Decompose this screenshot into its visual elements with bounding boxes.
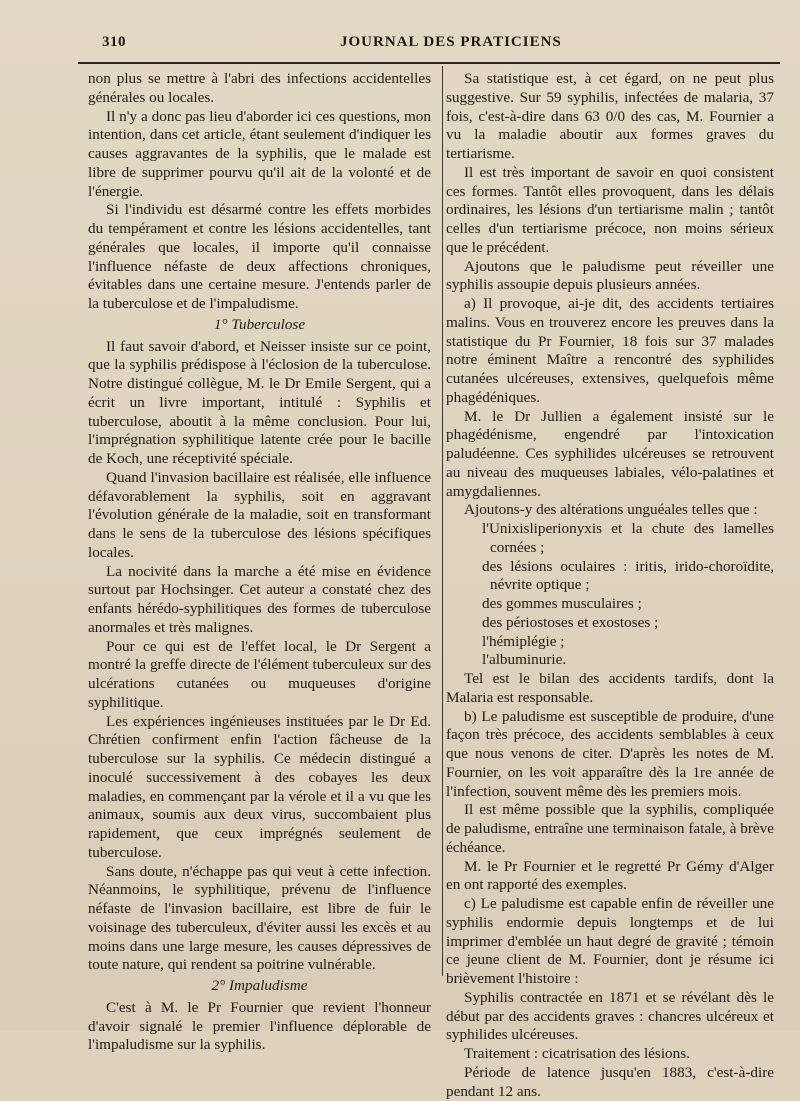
paragraph: Il est très important de savoir en quoi consistent ces formes. Tantôt elles provoquent, dans les délais ordinaires, les lésions d'un tertiarisme malin ; tantôt celles d'un tertiarisme précoce, non moins sérieux que le précédent. — [446, 163, 774, 256]
paragraph: Ajoutons-y des altérations unguéales telles que : — [464, 501, 758, 519]
column-divider — [442, 66, 443, 976]
paragraph: Il est même possible que la syphilis, compliquée de paludisme, entraîne une terminaison fatale, à brève échéance. — [446, 801, 774, 856]
paragraph: Pour ce qui est de l'effet local, le Dr Sergent a montré la greffe directe de l'élément tuberculeux sur des ulcérations cutanées ou muqueuses d'origine syphilitique. — [88, 637, 431, 711]
header-rule — [78, 62, 780, 64]
page-number: 310 — [102, 34, 126, 50]
paragraph: Sans doute, n'échappe pas qui veut à cette infection. Néanmoins, le syphilitique, prévenu de l'influence néfaste de l'invasion bacillaire, est libre de fuir le voisinage des tuberculeux, d'éviter aussi les excès et au moins dans une large mesure, les causes dépressives de toute nature, qui rendent sa poitrine vulnérable. — [88, 862, 431, 974]
paragraph: Ajoutons que le paludisme peut réveiller une syphilis assoupie depuis plusieurs années. — [446, 257, 774, 294]
paragraph: M. le Dr Jullien a également insisté sur le phagédénisme, engendré par l'intoxication paludéenne. Ces syphilides ulcéreuses se retrouvent au niveau des muqueuses labiales, vélo-palatines et amygdaliennes. — [446, 407, 774, 500]
section-heading: 1° Tuberculose — [213, 315, 306, 333]
page-header — [78, 34, 778, 56]
paragraph: Traitement : cicatrisation des lésions. — [464, 1045, 690, 1062]
paragraph: Tel est le bilan des accidents tardifs, dont la Malaria est responsable. — [446, 670, 774, 706]
paragraph: Période de latence jusqu'en 1883, c'est-à-dire pendant 12 ans. — [446, 1063, 774, 1100]
paragraph: b) Le paludisme est susceptible de produire, d'une façon très précoce, des accidents semblables à ceux que nous venons de citer. D'après les notes de M. Fournier, on les voit apparaître dès la 1re année de l'infection, souvent même dès les premiers mois. — [446, 707, 774, 800]
paragraph: a) Il provoque, ai-je dit, des accidents tertiaires malins. Vous en trouverez encore les preuves dans la statistique du Pr Fournier, 18 fois sur 37 malades notre éminent Maître a rencontré des syphilides cutanées ulcéreuses, extensives, quelquefois même phagédéniques. — [446, 295, 774, 406]
paragraph: M. le Pr Fournier et le regretté Pr Gémy d'Alger en ont rapporté des exemples. — [446, 857, 774, 894]
paragraph: des lésions oculaires : iritis, irido-choroïdite, névrite optique ; — [482, 557, 774, 594]
paragraph: Syphilis contractée en 1871 et se révélant dès le début par des accidents graves : chancres ulcéreux et syphilides ulcéreuses. — [446, 988, 774, 1044]
paragraph: l'Unixisliperionyxis et la chute des lamelles cornées ; — [482, 520, 774, 556]
paragraph: La nocivité dans la marche a été mise en évidence surtout par Hochsinger. Cet auteur a constaté chez des enfants hérédo-syphilitiques des formes de tuberculose anormales et très malignes. — [88, 562, 431, 636]
paragraph: l'hémiplégie ; — [482, 632, 565, 650]
paragraph: non plus se mettre à l'abri des infections accidentelles générales ou locales. — [88, 70, 431, 106]
paragraph: des gommes musculaires ; — [482, 595, 642, 612]
right-column — [446, 70, 774, 1101]
paragraph: Sa statistique est, à cet égard, on ne peut plus suggestive. Sur 59 syphilis, infectées de malaria, 37 fois, c'est-à-dire dans 63 0/0 des cas, M. Fournier a vu la maladie aboutir aux formes graves du tertiarisme. — [446, 70, 774, 162]
paragraph: Les expériences ingénieuses instituées par le Dr Ed. Chrétien confirment enfin l'action fâcheuse de la tuberculose sur la syphilis. Ce médecin distingué a inoculé successivement à des cobayes les deux maladies, en commençant par la vérole et il a vu que les animaux, soumis aux deux virus, succombaient plus rapidement, que ceux imprégnés seulement de tuberculose. — [88, 712, 431, 861]
paragraph: l'albuminurie. — [482, 651, 567, 669]
journal-title: JOURNAL DES PRATICIENS — [340, 34, 562, 50]
paragraph: C'est à M. le Pr Fournier que revient l'honneur d'avoir signalé le premier l'influence déplorable de l'impaludisme sur la syphilis. — [88, 998, 431, 1054]
paragraph: des périostoses et exostoses ; — [482, 613, 659, 631]
paragraph: Si l'individu est désarmé contre les effets morbides du tempérament et contre les lésions accidentelles, tant générales que locales, il importe qu'il connaisse l'influence néfaste de deux affections chroniques, évitables dans une certaine mesure. J'entends parler de la tuberculose et de l'impaludisme. — [88, 201, 431, 312]
paragraph: c) Le paludisme est capable enfin de réveiller une syphilis endormie depuis longtemps et de lui imprimer d'emblée un haut degré de gravité ; témoin ce jeune client de M. Fournier, dont je résume ici brièvement l'histoire : — [446, 895, 774, 987]
paragraph: Il n'y a donc pas lieu d'aborder ici ces questions, mon intention, dans cet article, étant seulement d'indiquer les causes aggravantes de la syphilis, que le malade est libre de supprimer pourvu qu'il ait de la volonté et de l'énergie. — [88, 107, 431, 200]
left-column — [88, 70, 431, 1055]
section-heading: 2° Impaludisme — [211, 977, 308, 994]
paragraph: Quand l'invasion bacillaire est réalisée, elle influence défavorablement la syphilis, soit en aggravant l'évolution générale de la maladie, soit en transformant dans le sens de la tuberculose des lésions spécifiques locales. — [88, 468, 431, 561]
paragraph: Il faut savoir d'abord, et Neisser insiste sur ce point, que la syphilis prédispose à l'éclosion de la tuberculose. Notre distingué collègue, M. le Dr Emile Sergent, qui a écrit un livre important, intitulé : Syphilis et tuberculose, aboutit à la même conclusion. Pour lui, l'imprégnation syphilitique latente crée pour le bacille de Koch, une réceptivité spéciale. — [88, 337, 431, 467]
